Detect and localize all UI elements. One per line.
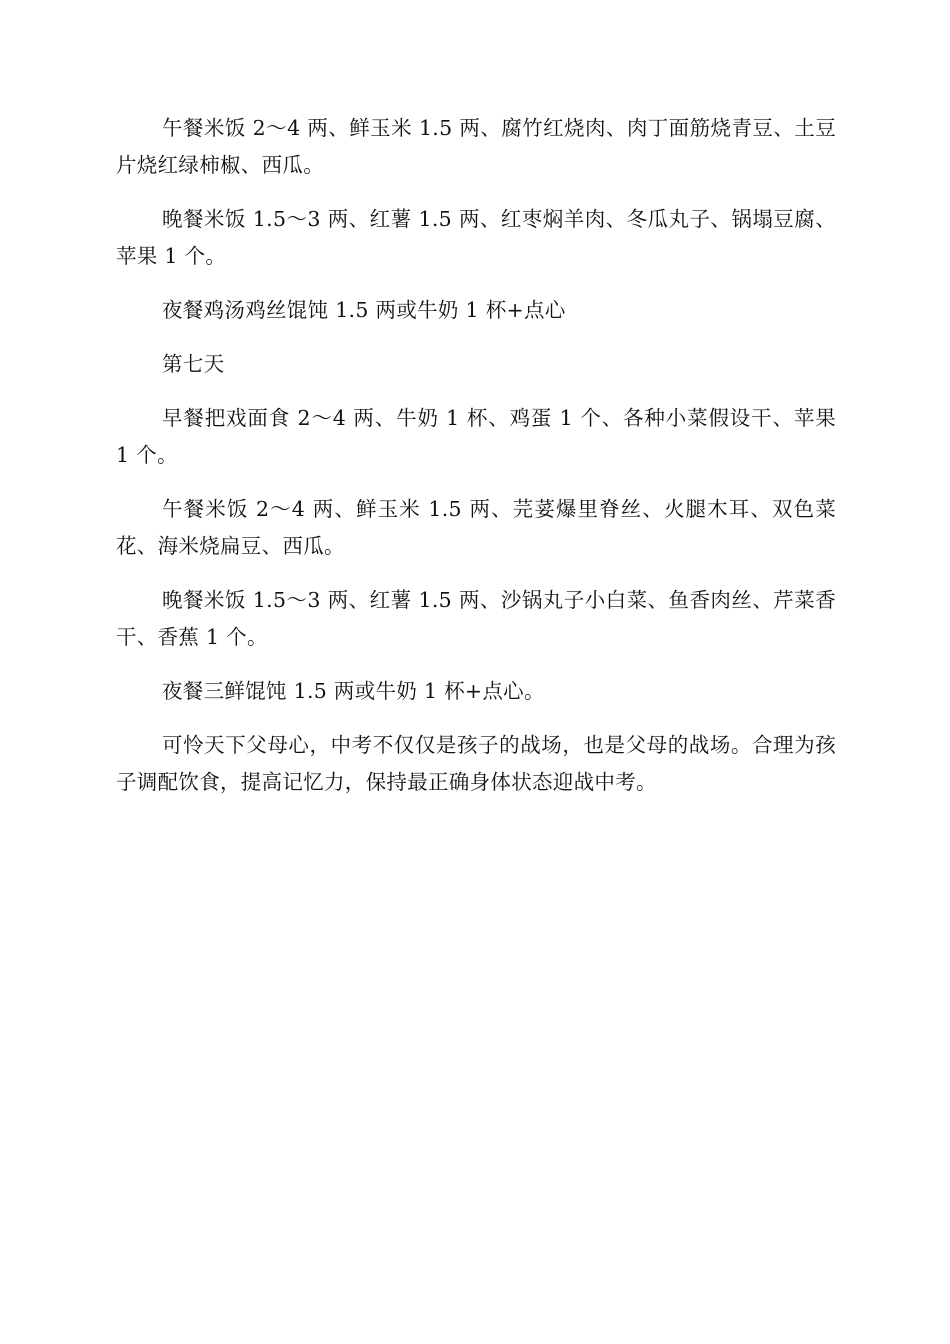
document-body <box>116 110 836 818</box>
paragraph-night-meal-day7: 夜餐三鲜馄饨 1.5 两或牛奶 1 杯+点心。 <box>162 679 545 703</box>
paragraph-lunch-day7: 午餐米饭 2～4 两、鲜玉米 1.5 两、芫荽爆里脊丝、火腿木耳、双色菜花、海米烧扁豆、西瓜。 <box>116 497 836 558</box>
paragraph-dinner-day6: 晚餐米饭 1.5～3 两、红薯 1.5 两、红枣焖羊肉、冬瓜丸子、锅塌豆腐、苹果 1 个。 <box>116 207 836 268</box>
paragraph-conclusion: 可怜天下父母心，中考不仅仅是孩子的战场，也是父母的战场。合理为孩子调配饮食，提高记忆力，保持最正确身体状态迎战中考。 <box>116 733 836 794</box>
paragraph-dinner-day7: 晚餐米饭 1.5～3 两、红薯 1.5 两、沙锅丸子小白菜、鱼香肉丝、芹菜香干、香蕉 1 个。 <box>116 588 836 649</box>
paragraph-night-meal-day6: 夜餐鸡汤鸡丝馄饨 1.5 两或牛奶 1 杯+点心 <box>162 298 566 322</box>
paragraph-lunch-day6: 午餐米饭 2～4 两、鲜玉米 1.5 两、腐竹红烧肉、肉丁面筋烧青豆、土豆片烧红绿柿椒、西瓜。 <box>116 116 836 177</box>
paragraph-breakfast-day7: 早餐把戏面食 2～4 两、牛奶 1 杯、鸡蛋 1 个、各种小菜假设干、苹果 1 个。 <box>116 406 836 467</box>
section-heading-day7: 第七天 <box>162 352 225 376</box>
